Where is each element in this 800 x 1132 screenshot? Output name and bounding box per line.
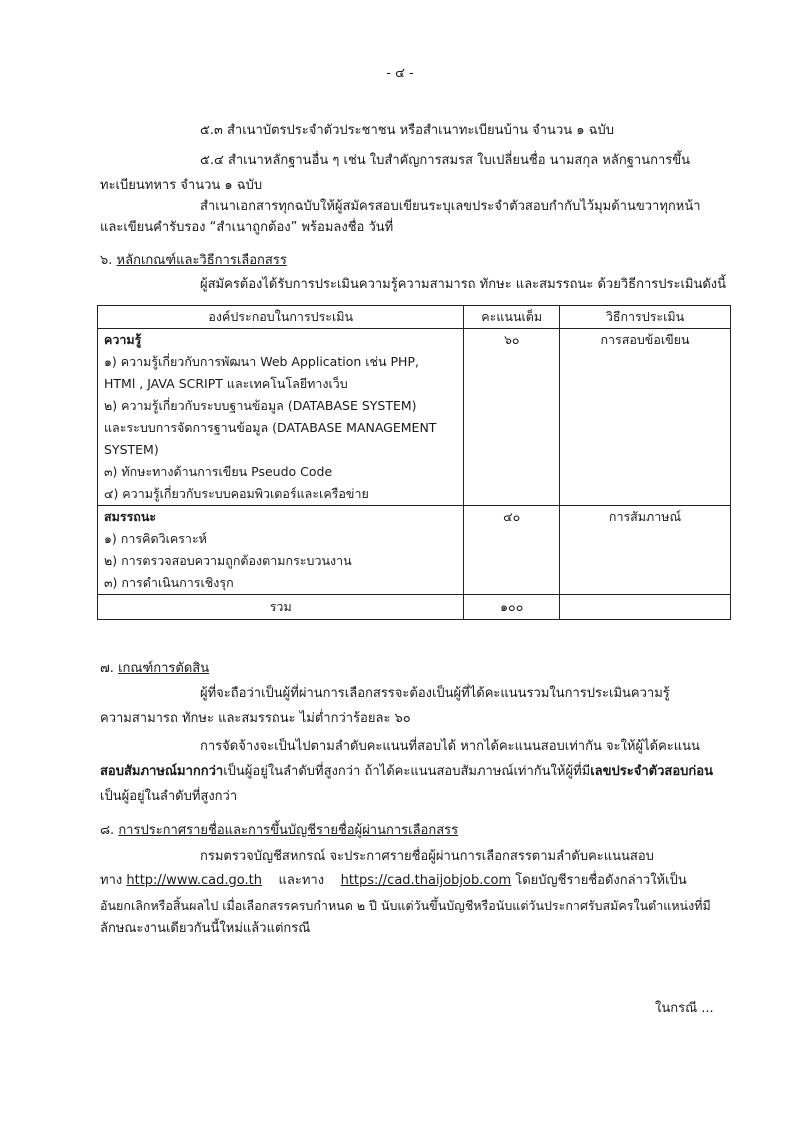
section-8-title: การประกาศรายชื่อและการขึ้นบัญชีรายชื่อผู้ผ่านการเลือกสรร	[118, 823, 459, 838]
evaluation-table	[97, 305, 731, 620]
competency-score	[464, 506, 560, 595]
section-7-para1-line1: ผู้ที่จะถือว่าเป็นผู้ที่ผ่านการเลือกสรรจะต้องเป็นผู้ที่ได้คะแนนรวมในการประเมินความรู้	[200, 686, 670, 701]
section-8-heading	[100, 822, 458, 840]
section-8-line1: กรมตรวจบัญชีสหกรณ์ จะประกาศรายชื่อผู้ผ่านการเลือกสรรตามลำดับคะแนนสอบ	[200, 849, 654, 864]
knowledge-score-value: ๖๐	[503, 332, 520, 347]
header-full-score: คะแนนเต็ม	[464, 306, 560, 329]
section-8-line4: ลักษณะงานเดียวกันนี้ใหม่แล้วแต่กรณี	[100, 921, 311, 936]
continuation-text: ในกรณี ...	[655, 1001, 714, 1016]
total-label: รวม	[98, 595, 464, 620]
section-6-intro: ผู้สมัครต้องได้รับการประเมินความรู้ความสามารถ ทักษะ และสมรรถนะ ด้วยวิธีการประเมินดังนี้	[200, 277, 727, 292]
competency-score-value: ๔๐	[503, 509, 521, 524]
total-method-empty	[560, 595, 731, 620]
header-component: องค์ประกอบในการประเมิน	[98, 306, 464, 329]
section-7-number: ๗.	[100, 661, 114, 676]
category-knowledge: ความรู้	[104, 332, 142, 347]
line2-middle: และทาง	[261, 873, 341, 888]
table-row-knowledge	[98, 329, 731, 506]
knowledge-item: ๒) ความรู้เกี่ยวกับระบบฐานข้อมูล (DATABASE SYSTEM)	[104, 398, 417, 413]
knowledge-item: HTMl , JAVA SCRIPT และเทคโนโลยีทางเว็บ	[104, 376, 348, 391]
section-6-heading	[100, 252, 287, 270]
line2-prefix: ทาง	[100, 873, 127, 888]
section-6-title: หลักเกณฑ์และวิธีการเลือกสรร	[116, 253, 287, 268]
competency-cell	[98, 506, 464, 595]
table-row-competency	[98, 506, 731, 595]
competency-item: ๒) การตรวจสอบความถูกต้องตามกระบวนงาน	[104, 553, 352, 568]
knowledge-item: ๔) ความรู้เกี่ยวกับระบบคอมพิวเตอร์และเครือข่าย	[104, 486, 369, 501]
para2-line2-middle: เป็นผู้อยู่ในลำดับที่สูงกว่า ถ้าได้คะแนนสอบสัมภาษณ์เท่ากันให้ผู้ที่มี	[223, 764, 591, 779]
competency-method	[560, 506, 731, 595]
total-score: ๑๐๐	[464, 595, 560, 620]
competency-item: ๓) การดำเนินการเชิงรุก	[104, 575, 234, 590]
section-8-line3: อันยกเลิกหรือสิ้นผลไป เมื่อเลือกสรรครบกำหนด ๒ ปี นับแต่วันขึ้นบัญชีหรือนับแต่วันประกาศรับสมัครในตำแหน่งที่มี	[100, 898, 711, 913]
copy-note-line2: และเขียนคำรับรอง “สำเนาถูกต้อง” พร้อมลงชื่อ วันที่	[100, 220, 394, 235]
knowledge-method-value: การสอบข้อเขียน	[600, 332, 690, 347]
category-competency: สมรรถนะ	[104, 509, 157, 524]
header-method: วิธีการประเมิน	[560, 306, 731, 329]
item-5-3: ๕.๓ สำเนาบัตรประจำตัวประชาชน หรือสำเนาทะเบียนบ้าน จำนวน ๑ ฉบับ	[200, 123, 615, 138]
table-total-row	[98, 595, 731, 620]
knowledge-item: SYSTEM)	[104, 442, 159, 457]
bold-exam-id-first: เลขประจำตัวสอบก่อน	[590, 764, 713, 779]
knowledge-method	[560, 329, 731, 506]
cad-website-link[interactable]: http://www.cad.go.th	[126, 873, 262, 888]
thaijobjob-link[interactable]: https://cad.thaijobjob.com	[340, 873, 512, 888]
section-8-line2	[100, 872, 687, 890]
competency-item: ๑) การคิดวิเคราะห์	[104, 531, 207, 546]
line2-suffix: โดยบัญชีรายชื่อดังกล่าวให้เป็น	[511, 873, 687, 888]
section-7-para1-line2: ความสามารถ ทักษะ และสมรรถนะ ไม่ต่ำกว่าร้อยละ ๖๐	[100, 711, 411, 726]
competency-method-value: การสัมภาษณ์	[608, 509, 682, 524]
knowledge-item: ๑) ความรู้เกี่ยวกับการพัฒนา Web Application เช่น PHP,	[104, 354, 419, 369]
section-7-para2-line3: เป็นผู้อยู่ในลำดับที่สูงกว่า	[100, 789, 238, 804]
section-7-title: เกณฑ์การตัดสิน	[118, 661, 210, 676]
bold-interview-higher: สอบสัมภาษณ์มากกว่า	[100, 764, 224, 779]
knowledge-score	[464, 329, 560, 506]
copy-note-line1: สำเนาเอกสารทุกฉบับให้ผู้สมัครสอบเขียนระบุเลขประจำตัวสอบกำกับไว้มุมด้านขวาทุกหน้า	[200, 199, 701, 214]
page-number: - ๔ -	[386, 66, 414, 81]
item-5-4-continued: ทะเบียนทหาร จำนวน ๑ ฉบับ	[100, 178, 263, 193]
section-7-heading	[100, 660, 209, 678]
item-5-4: ๕.๔ สำเนาหลักฐานอื่น ๆ เช่น ใบสำคัญการสมรส ใบเปลี่ยนชื่อ นามสกุล หลักฐานการขึ้น	[200, 153, 690, 168]
table-header-row	[98, 306, 731, 329]
knowledge-item: ๓) ทักษะทางด้านการเขียน Pseudo Code	[104, 464, 333, 479]
section-6-number: ๖.	[100, 253, 113, 268]
knowledge-item: และระบบการจัดการฐานข้อมูล (DATABASE MANAGEMENT	[104, 420, 437, 435]
section-8-number: ๘.	[100, 823, 115, 838]
section-7-para2-line1: การจัดจ้างจะเป็นไปตามลำดับคะแนนที่สอบได้ หากได้คะแนนสอบเท่ากัน จะให้ผู้ได้คะแนน	[200, 739, 700, 754]
knowledge-cell	[98, 329, 464, 506]
section-7-para2-line2	[100, 763, 713, 781]
